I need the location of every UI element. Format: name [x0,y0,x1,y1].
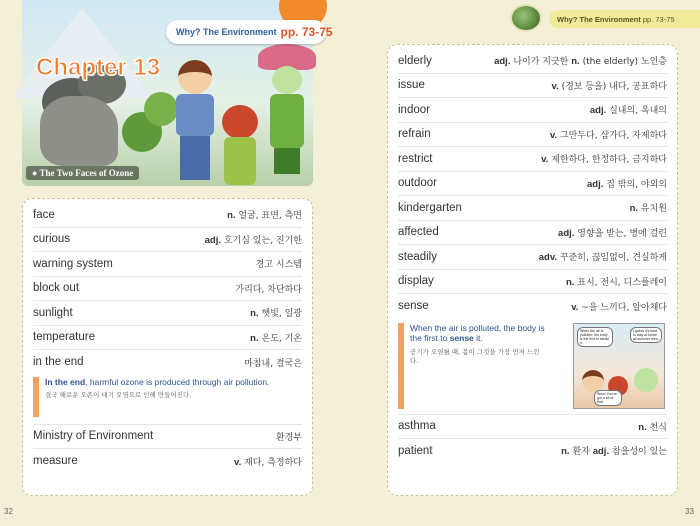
vocab-definition: v. (경보 등을) 내다, 공표하다 [551,80,667,92]
example-korean: 공기가 오염될 때, 몸이 그것을 가장 먼저 느낀다. [410,347,540,365]
vocab-word: sense [398,300,429,313]
vocab-word: face [33,208,55,221]
girl-character-illustration [218,105,262,185]
vocab-row [33,425,302,450]
vocab-word: curious [33,233,71,246]
chapter-subtitle: ● The Two Faces of Ozone [26,166,139,180]
example-korean: 결국 해로운 오존이 대기 오염으로 인해 만들어진다. [45,391,192,400]
vocab-word: in the end [33,356,84,369]
vocab-card-right [387,44,678,496]
vocab-row [33,203,302,228]
vocab-word: block out [33,282,80,295]
comic-panel-illustration [573,323,665,409]
vocab-definition: adj. 나이가 지긋한 n. (the elderly) 노인층 [494,56,667,68]
book-reference-badge [166,20,333,44]
vocab-row [398,147,667,172]
example-sentence [398,319,667,415]
example-english: In the end, harmful ozone is produced through air pollution. [45,376,270,387]
reference-label: Why? The Environment [176,27,277,37]
vocab-definition: v. ~을 느끼다, 알아채다 [571,301,667,313]
vocab-row [398,294,667,319]
vocab-word: indoor [398,103,430,116]
vocab-row [398,415,667,439]
vocab-definition: n. 얼굴, 표면, 측면 [227,210,302,222]
vocab-definition: adj. 호기심 있는, 진기한 [204,234,302,246]
example-accent-bar [398,323,404,409]
vocab-word: steadily [398,250,437,263]
comic-speech-bubble: I guess it's best to stay at home all summer then. [630,327,662,344]
vocab-definition: 가리다, 차단하다 [235,284,302,295]
vocab-row [33,301,302,326]
vocab-definition: n. 온도, 기온 [250,332,302,344]
vocab-word: refrain [398,128,431,141]
chapter-title: Chapter 13 [36,54,161,81]
header-pages: pp. 73-75 [642,14,675,24]
vocab-word: outdoor [398,177,438,190]
comic-character-illustration [582,370,604,392]
header-reference-tag [549,10,700,28]
vocab-definition: n. 햇빛, 일광 [250,308,302,320]
vocab-definition: v. 제한하다, 한정하다, 금지하다 [541,154,667,166]
vocab-row [33,350,302,375]
vocab-row [398,221,667,246]
vocab-word: warning system [33,257,113,270]
vocab-row [33,277,302,302]
vocab-definition: 환경부 [275,432,302,443]
vocab-word: measure [33,455,78,468]
vocab-card-left [22,198,313,496]
vocab-definition: 경고 시스템 [255,260,302,271]
chapter-banner-illustration [22,0,333,186]
right-page [350,0,700,526]
comic-character-illustration [634,368,658,392]
reference-pages: pp. 73-75 [280,25,333,39]
example-english: When the air is polluted, the body is the first to sense it. [410,322,545,344]
vocab-row [398,439,667,463]
vocab-row [33,326,302,351]
header-label: Why? The Environment [557,14,641,24]
vocab-row [398,172,667,197]
vocab-definition: v. 재다, 측정하다 [234,456,302,468]
vocab-row [398,196,667,221]
vocab-definition: n. 천식 [638,421,667,433]
vocab-row [33,449,302,474]
vocab-word: display [398,275,434,288]
vocab-row [398,98,667,123]
vocab-word: kindergarten [398,201,462,214]
vocab-definition: adv. 꾸준히, 끊임없이, 견실하게 [538,252,667,264]
boy-character-illustration [172,60,216,180]
elephant-illustration [40,96,118,166]
vocab-row [398,123,667,148]
vocab-word: issue [398,79,425,92]
vocab-word: sunlight [33,306,73,319]
globe-icon [512,6,540,30]
vocab-row [398,49,667,74]
plant-character-illustration [258,44,316,174]
comic-speech-bubble: When the air is polluted, the body is the first to sense it. [577,327,613,348]
vocab-definition: adj. 집 밖의, 야외의 [587,178,667,190]
example-accent-bar [33,377,39,417]
vocab-row [398,270,667,295]
vocab-word: Ministry of Environment [33,430,154,443]
vocab-row [33,252,302,277]
vocab-word: restrict [398,152,433,165]
vocab-word: elderly [398,54,432,67]
page-number: 32 [4,507,13,516]
page-number: 33 [685,507,694,516]
example-sentence [33,375,302,425]
vocab-definition: n. 표시, 전시, 디스플레이 [565,276,667,288]
vocab-definition: 마침내, 결국은 [244,358,302,369]
vocab-word: affected [398,226,439,239]
vocab-word: patient [398,444,433,457]
vocab-definition: n. 환자 adj. 참을성이 있는 [561,446,667,457]
vocab-definition: v. 그만두다, 삼가다, 자제하다 [549,129,667,141]
vocab-word: asthma [398,420,436,432]
vocab-row [398,245,667,270]
vocab-definition: adj. 실내의, 옥내의 [589,105,667,117]
vocab-row [33,228,302,253]
vocab-definition: adj. 영향을 받는, 병에 걸린 [558,227,667,239]
vocab-row [398,74,667,99]
vocab-definition: n. 유치원 [629,203,667,215]
vocab-word: temperature [33,331,96,344]
comic-speech-bubble: Wow! You've got a lot of this! [594,390,622,407]
